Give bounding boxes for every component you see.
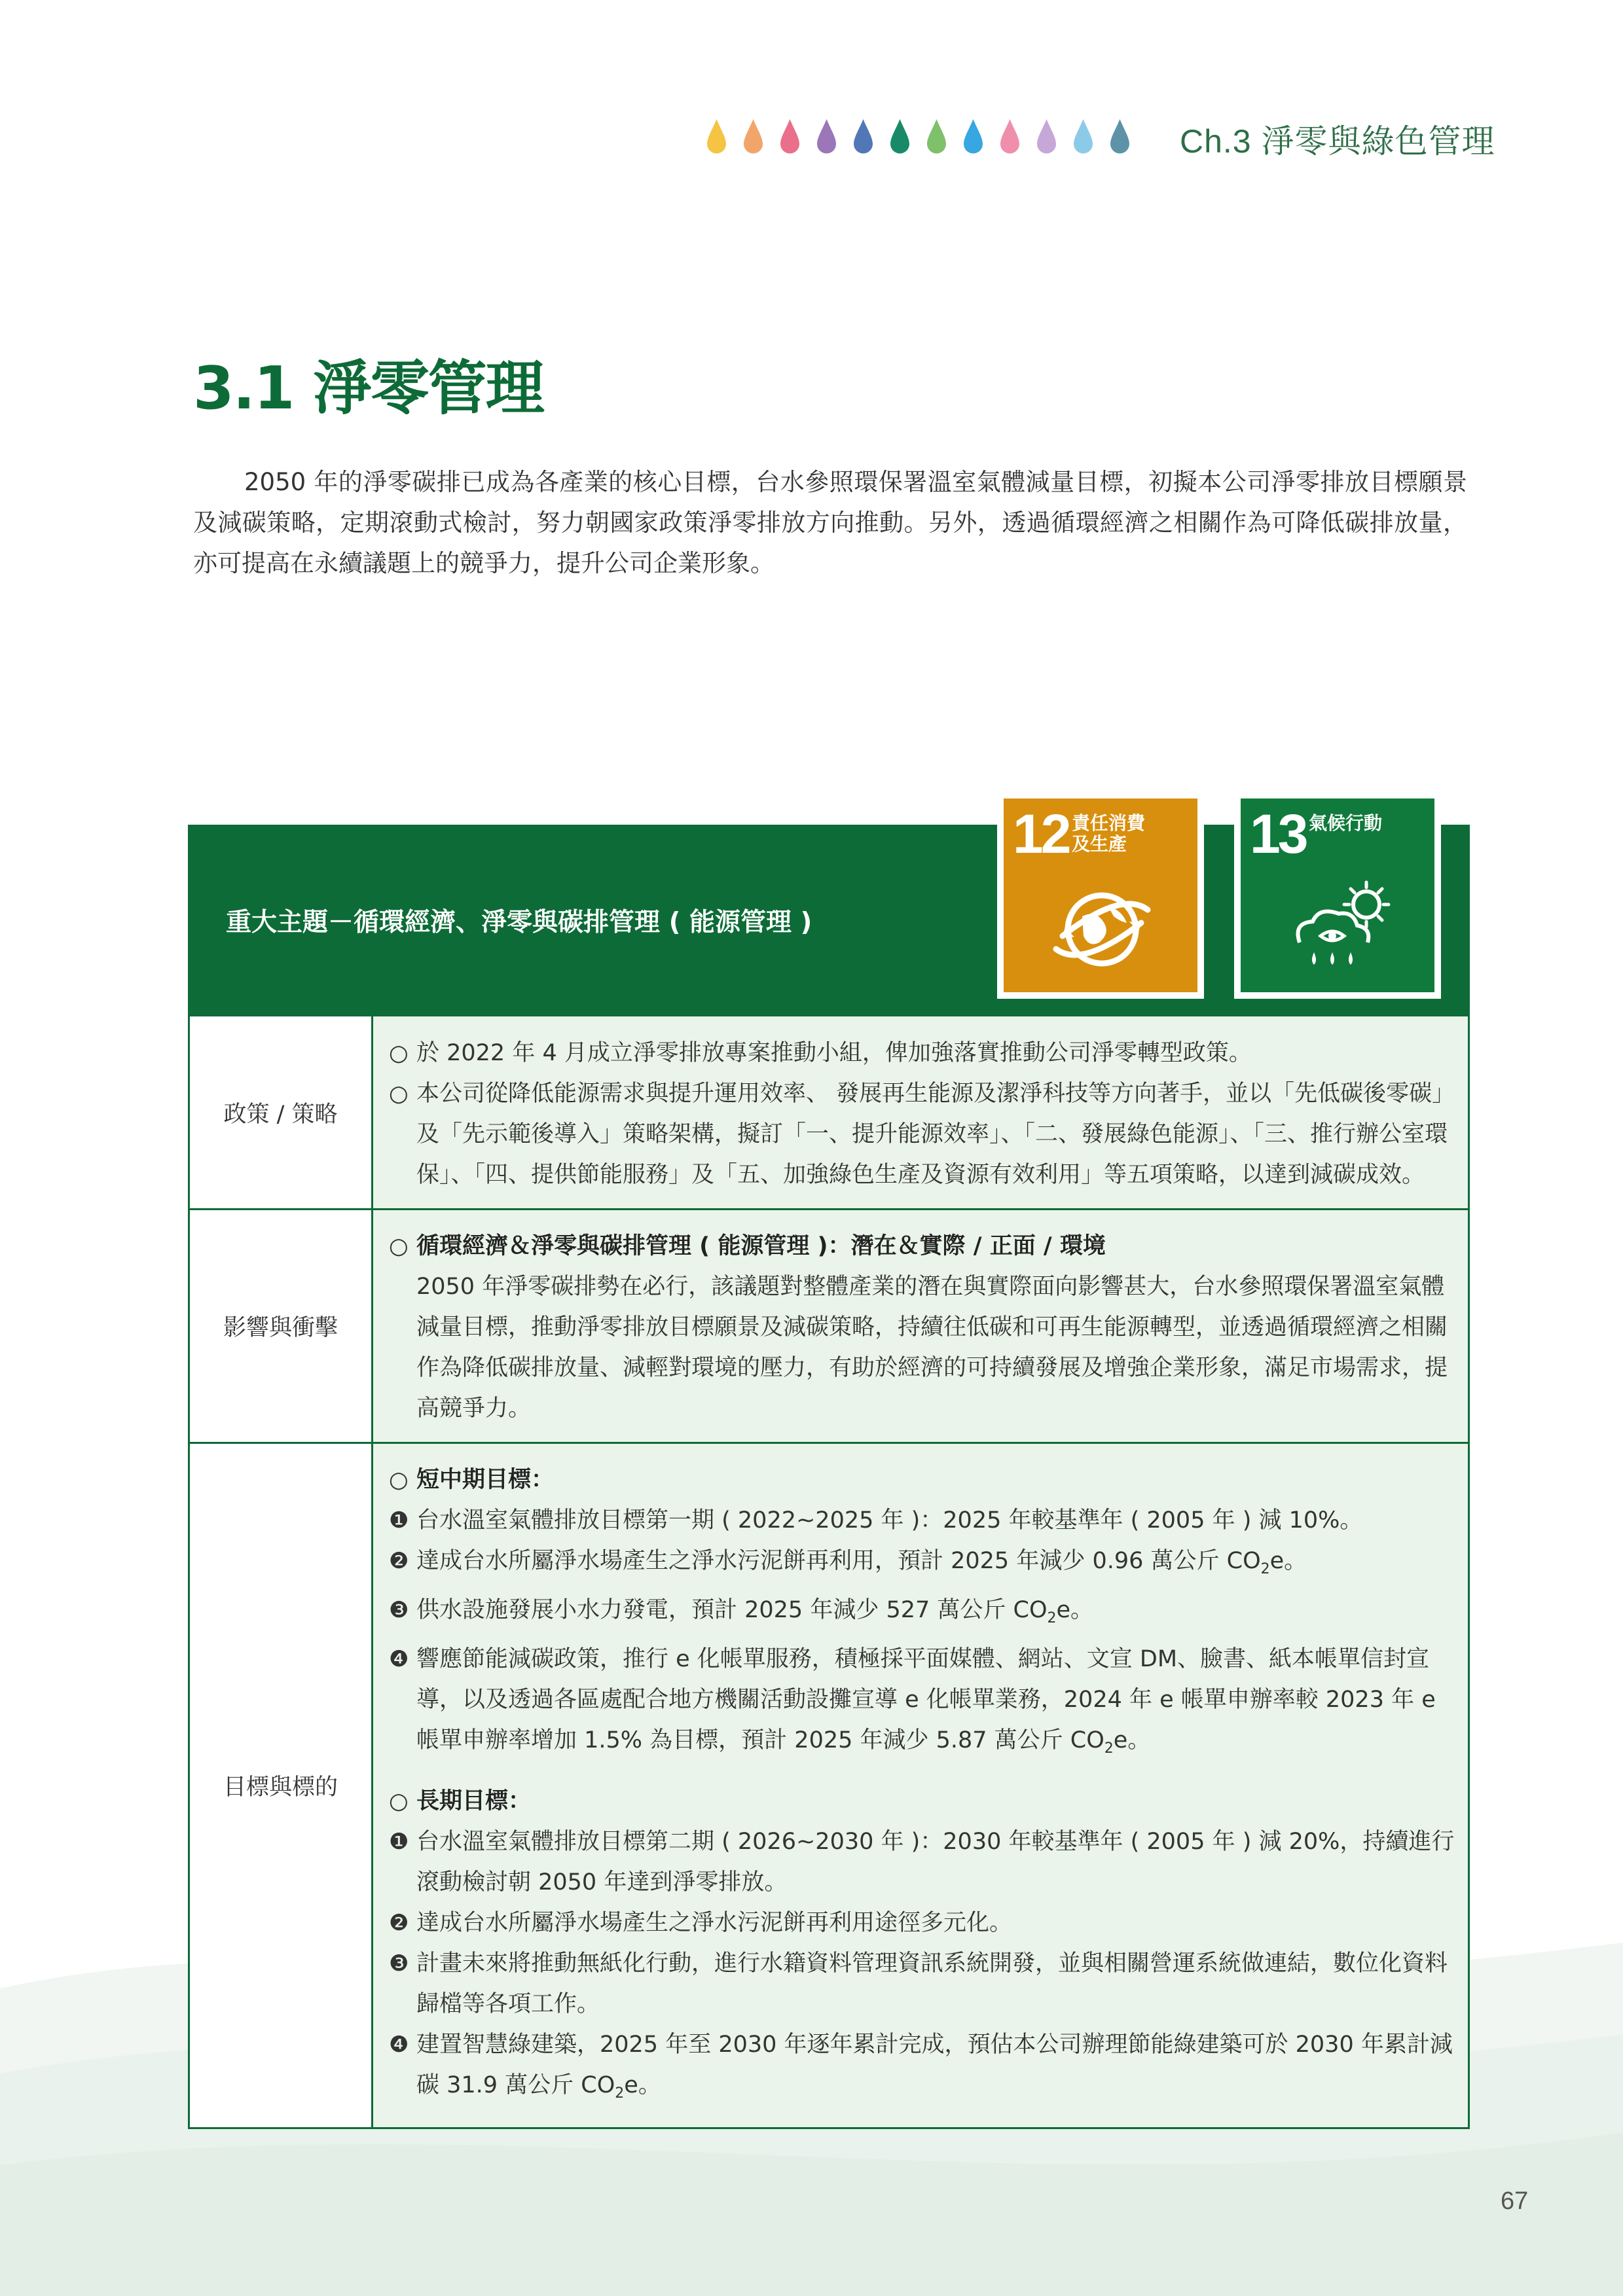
impact-row: [189, 1210, 1469, 1443]
subscript: 2: [1047, 1610, 1057, 1626]
long-term-heading: 長期目標：: [416, 1788, 532, 1814]
impact-body: 2050 年淨零碳排勢在必行，該議題對整體產業的潛在與實際面向影響甚大，台水參照環保署溫室氣體減量目標，推動淨零排放目標願景及減碳策略，持續往低碳和可再生能源轉型，並透過循環經濟之相關作為降低碳排放量、減輕對環境的壓力，有助於經濟的可持續發展及增強企業形象，滿足市場需求，提高競爭力。: [416, 1274, 1448, 1422]
policy-item-text: 本公司從降低能源需求與提升運用效率、 發展再生能源及潔淨科技等方向著手，並以「先低碳後零碳」及「先示範後導入」策略架構，擬訂「一、提升能源效率」、「二、發展綠色能源」、「三、推行辦公室環保」、「四、提供節能服務」及「五、加強綠色生產及資源有效利用」等五項策略，以達到減碳成效。: [416, 1080, 1448, 1188]
goal-text-pre: 建置智慧綠建築，2025 年至 2030 年逐年累計完成，預估本公司辦理節能綠建築可於 2030 年累計減碳 31.9 萬公斤 CO: [416, 2032, 1453, 2098]
impact-header: 影響與衝擊: [189, 1210, 373, 1443]
long-term-heading-line: [389, 1781, 1455, 1821]
banner-title: 重大主題－循環經濟、淨零與碳排管理 ( 能源管理 ): [226, 908, 812, 937]
number-marker: ❸: [389, 1950, 409, 1977]
goals-header: 目標與標的: [189, 1443, 373, 2128]
number-marker: ❷: [389, 1548, 409, 1574]
goal-item: [389, 1903, 1455, 1943]
impact-heading: 循環經濟＆淨零與碳排管理 ( 能源管理 )：潛在＆實際 / 正面 / 環境: [416, 1233, 1106, 1259]
policy-item: [389, 1073, 1455, 1195]
color-drops: [706, 118, 1131, 154]
goals-content: [373, 1443, 1469, 2128]
sdg12-number: 12: [1013, 803, 1069, 865]
goal-text-post: e。: [1056, 1597, 1094, 1623]
short-term-heading-line: [389, 1460, 1455, 1500]
goal-text-pre: 供水設施發展小水力發電，預計 2025 年減少 527 萬公斤 CO: [416, 1597, 1048, 1623]
page-number: 67: [1501, 2187, 1529, 2215]
subscript: 2: [1260, 1561, 1270, 1577]
goal-item-text: 達成台水所屬淨水場產生之淨水污泥餅再利用途徑多元化。: [416, 1910, 1013, 1936]
goal-item: [389, 1541, 1455, 1590]
goal-item: [389, 1590, 1455, 1639]
goal-item-text: 台水溫室氣體排放目標第一期 ( 2022~2025 年 )：2025 年較基準年 ( 2005 年 ) 減 10%。: [416, 1507, 1363, 1534]
goal-text-pre: 達成台水所屬淨水場產生之淨水污泥餅再利用，預計 2025 年減少 0.96 萬公斤 CO: [416, 1548, 1261, 1574]
water-drop-icon: [1109, 118, 1131, 154]
short-term-list: [389, 1500, 1455, 1769]
water-drop-icon: [852, 118, 874, 154]
goal-text-post: e。: [1113, 1727, 1151, 1753]
goal-item: [389, 2024, 1455, 2114]
goal-item-text: [416, 2032, 1453, 2102]
subscript: 2: [615, 2085, 625, 2102]
bullet-marker: ○: [389, 1788, 409, 1814]
water-drop-icon: [1072, 118, 1094, 154]
number-marker: ❶: [389, 1507, 409, 1534]
water-drop-icon: [779, 118, 801, 154]
goal-item-text: [416, 1646, 1436, 1757]
number-marker: ❶: [389, 1829, 409, 1855]
number-marker: ❹: [389, 1646, 409, 1672]
policy-content: [373, 1016, 1469, 1210]
policy-row: [189, 1016, 1469, 1210]
goal-text-post: e。: [624, 2072, 661, 2098]
short-term-heading: 短中期目標：: [416, 1467, 555, 1493]
policy-header: 政策 / 策略: [189, 1016, 373, 1210]
water-drop-icon: [962, 118, 984, 154]
sdg13-label: 氣候行動: [1309, 812, 1383, 834]
bullet-marker: ○: [389, 1039, 409, 1066]
bullet-marker: ○: [389, 1080, 409, 1107]
impact-item: [389, 1226, 1455, 1429]
sdg12-label: 責任消費 及生產: [1072, 812, 1146, 855]
goal-item-text: 計畫未來將推動無紙化行動，進行水籍資料管理資訊系統開發，並與相關營運系統做連結，數位化資料歸檔等各項工作。: [416, 1950, 1448, 2017]
bullet-marker: ○: [389, 1233, 409, 1259]
sdg12-badge: [997, 792, 1204, 999]
sdg13-number: 13: [1250, 803, 1306, 865]
number-marker: ❹: [389, 2032, 409, 2058]
section-title: 3.1 淨零管理: [193, 354, 543, 423]
subscript: 2: [1104, 1740, 1114, 1757]
policy-item: [389, 1033, 1455, 1073]
goals-row: [189, 1443, 1469, 2128]
goal-item-text: 台水溫室氣體排放目標第二期 ( 2026~2030 年 )：2030 年較基準年 ( 2005 年 ) 減 20%，持續進行滾動檢討朝 2050 年達到淨零排放。: [416, 1829, 1455, 1895]
water-drop-icon: [999, 118, 1021, 154]
recycle-globe-icon: [1043, 870, 1161, 982]
water-drop-icon: [926, 118, 947, 154]
number-marker: ❷: [389, 1910, 409, 1936]
water-drop-icon: [742, 118, 764, 154]
goal-text-pre: 響應節能減碳政策，推行 e 化帳單服務，積極採平面媒體、網站、文宣 DM、臉書、紙本帳單信封宣導，以及透過各區處配合地方機關活動設攤宣導 e 化帳單業務，2024 年 e 帳單申辦率較 2023 年 e 帳單申辦率增加 1.5% 為目標，預計 2025 年減少 5.87 萬公斤 CO: [416, 1646, 1436, 1753]
goal-item: [389, 1821, 1455, 1903]
goal-item-text: [416, 1597, 1094, 1626]
sdg13-badge: [1234, 792, 1441, 999]
goal-item: [389, 1639, 1455, 1769]
goal-item: [389, 1500, 1455, 1541]
climate-eye-icon: [1280, 870, 1398, 982]
material-topic-table: [188, 803, 1470, 2102]
number-marker: ❸: [389, 1597, 409, 1623]
goal-item: [389, 1943, 1455, 2024]
goal-text-post: e。: [1269, 1548, 1307, 1574]
impact-content: [373, 1210, 1469, 1443]
water-drop-icon: [1036, 118, 1057, 154]
intro-paragraph: 2050 年的淨零碳排已成為各產業的核心目標，台水參照環保署溫室氣體減量目標，初擬本公司淨零排放目標願景及減碳策略，定期滾動式檢討，努力朝國家政策淨零排放方向推動。另外，透過循環經濟之相關作為可降低碳排放量，亦可提高在永續議題上的競爭力，提升公司企業形象。: [193, 468, 1467, 577]
water-drop-icon: [816, 118, 837, 154]
long-term-list: [389, 1821, 1455, 2114]
water-drop-icon: [706, 118, 727, 154]
topic-grid: [188, 1014, 1470, 2129]
policy-item-text: 於 2022 年 4 月成立淨零排放專案推動小組，俾加強落實推動公司淨零轉型政策。: [416, 1039, 1252, 1066]
goal-item-text: [416, 1548, 1307, 1577]
water-drop-icon: [889, 118, 911, 154]
bullet-marker: ○: [389, 1467, 409, 1493]
chapter-title: Ch.3 淨零與綠色管理: [1180, 123, 1495, 160]
